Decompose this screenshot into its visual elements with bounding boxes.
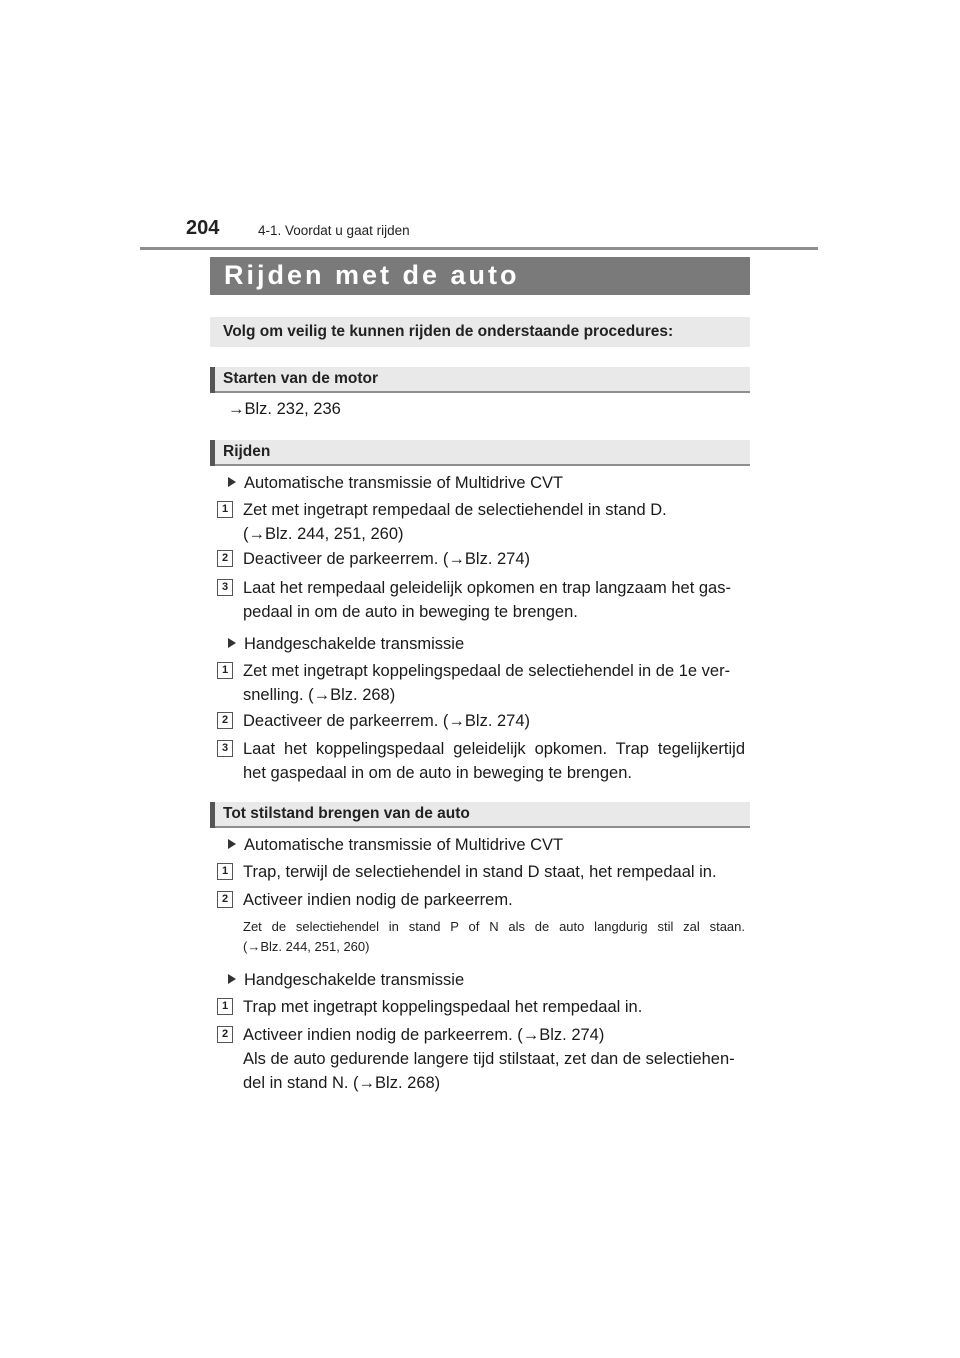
- triangle-bullet-icon: [228, 477, 236, 487]
- page-header: [140, 215, 818, 250]
- step-text: Activeer indien nodig de parkeerrem.: [243, 891, 513, 909]
- step-number-badge: 1: [217, 662, 233, 679]
- step-text: Deactiveer de parkeerrem. (→Blz. 274): [243, 550, 531, 568]
- subsection-header-driving: [210, 440, 750, 466]
- step-number-badge: 3: [217, 579, 233, 596]
- step-text: Trap met ingetrapt koppelingspedaal het rempedaal in.: [243, 998, 643, 1016]
- note-text: Zet de selectiehendel in stand P of N als de auto langdurig stil zal staan.: [243, 919, 745, 934]
- triangle-bullet-icon: [228, 839, 236, 849]
- page-reference-link[interactable]: →Blz. 232, 236: [228, 400, 341, 418]
- intro-text: Volg om veilig te kunnen rijden de onderstaande procedures:: [223, 323, 674, 340]
- step-number-badge: 2: [217, 891, 233, 908]
- subsection-title: Rijden: [223, 443, 271, 460]
- section-title: 4-1. Voordat u gaat rijden: [258, 223, 410, 238]
- triangle-bullet-icon: [228, 638, 236, 648]
- subsection-header-starting: [210, 367, 750, 393]
- page-title-bar: [210, 257, 750, 295]
- step-number-badge: 2: [217, 550, 233, 567]
- step-text: het gaspedaal in om de auto in beweging te brengen.: [243, 764, 632, 782]
- note-text: (→Blz. 244, 251, 260): [243, 939, 370, 954]
- triangle-bullet-icon: [228, 974, 236, 984]
- transmission-label: [228, 968, 464, 992]
- page-title: Rijden met de auto: [224, 260, 520, 290]
- transmission-label-text: Automatische transmissie of Multidrive CVT: [244, 474, 564, 492]
- step-text: Trap, terwijl de selectiehendel in stand D staat, het rempedaal in.: [243, 863, 717, 881]
- subsection-title: Starten van de motor: [223, 370, 379, 387]
- subsection-title: Tot stilstand brengen van de auto: [223, 805, 470, 822]
- step-text: Deactiveer de parkeerrem. (→Blz. 274): [243, 712, 531, 730]
- step-number-badge: 1: [217, 501, 233, 518]
- step-text: Activeer indien nodig de parkeerrem. (→Blz. 274): [243, 1026, 605, 1044]
- step-text: del in stand N. (→Blz. 268): [243, 1074, 441, 1092]
- step-text: Zet met ingetrapt koppelingspedaal de selectiehendel in de 1e ver-: [243, 662, 731, 680]
- step-text: snelling. (→Blz. 268): [243, 686, 396, 704]
- transmission-label: [228, 471, 563, 495]
- transmission-label-text: Handgeschakelde transmissie: [244, 635, 465, 653]
- step-text: Laat het koppelingspedaal geleidelijk opkomen. Trap tegelijkertijd: [243, 740, 745, 758]
- step-number-badge: 3: [217, 740, 233, 757]
- step-text: pedaal in om de auto in beweging te brengen.: [243, 603, 578, 621]
- transmission-label: [228, 632, 464, 656]
- intro-box: [210, 317, 750, 347]
- step-text: Laat het rempedaal geleidelijk opkomen en trap langzaam het gas-: [243, 579, 731, 597]
- step-text: (→Blz. 244, 251, 260): [243, 525, 404, 543]
- step-number-badge: 1: [217, 998, 233, 1015]
- step-text: Zet met ingetrapt rempedaal de selectiehendel in stand D.: [243, 501, 667, 519]
- transmission-label-text: Automatische transmissie of Multidrive CVT: [244, 836, 564, 854]
- transmission-label-text: Handgeschakelde transmissie: [244, 971, 465, 989]
- transmission-label: [228, 833, 563, 857]
- step-number-badge: 2: [217, 1026, 233, 1043]
- step-number-badge: 1: [217, 863, 233, 880]
- subsection-header-stopping: [210, 802, 750, 828]
- page-number: 204: [186, 217, 220, 239]
- step-text: Als de auto gedurende langere tijd stilstaat, zet dan de selectiehen-: [243, 1050, 735, 1068]
- step-number-badge: 2: [217, 712, 233, 729]
